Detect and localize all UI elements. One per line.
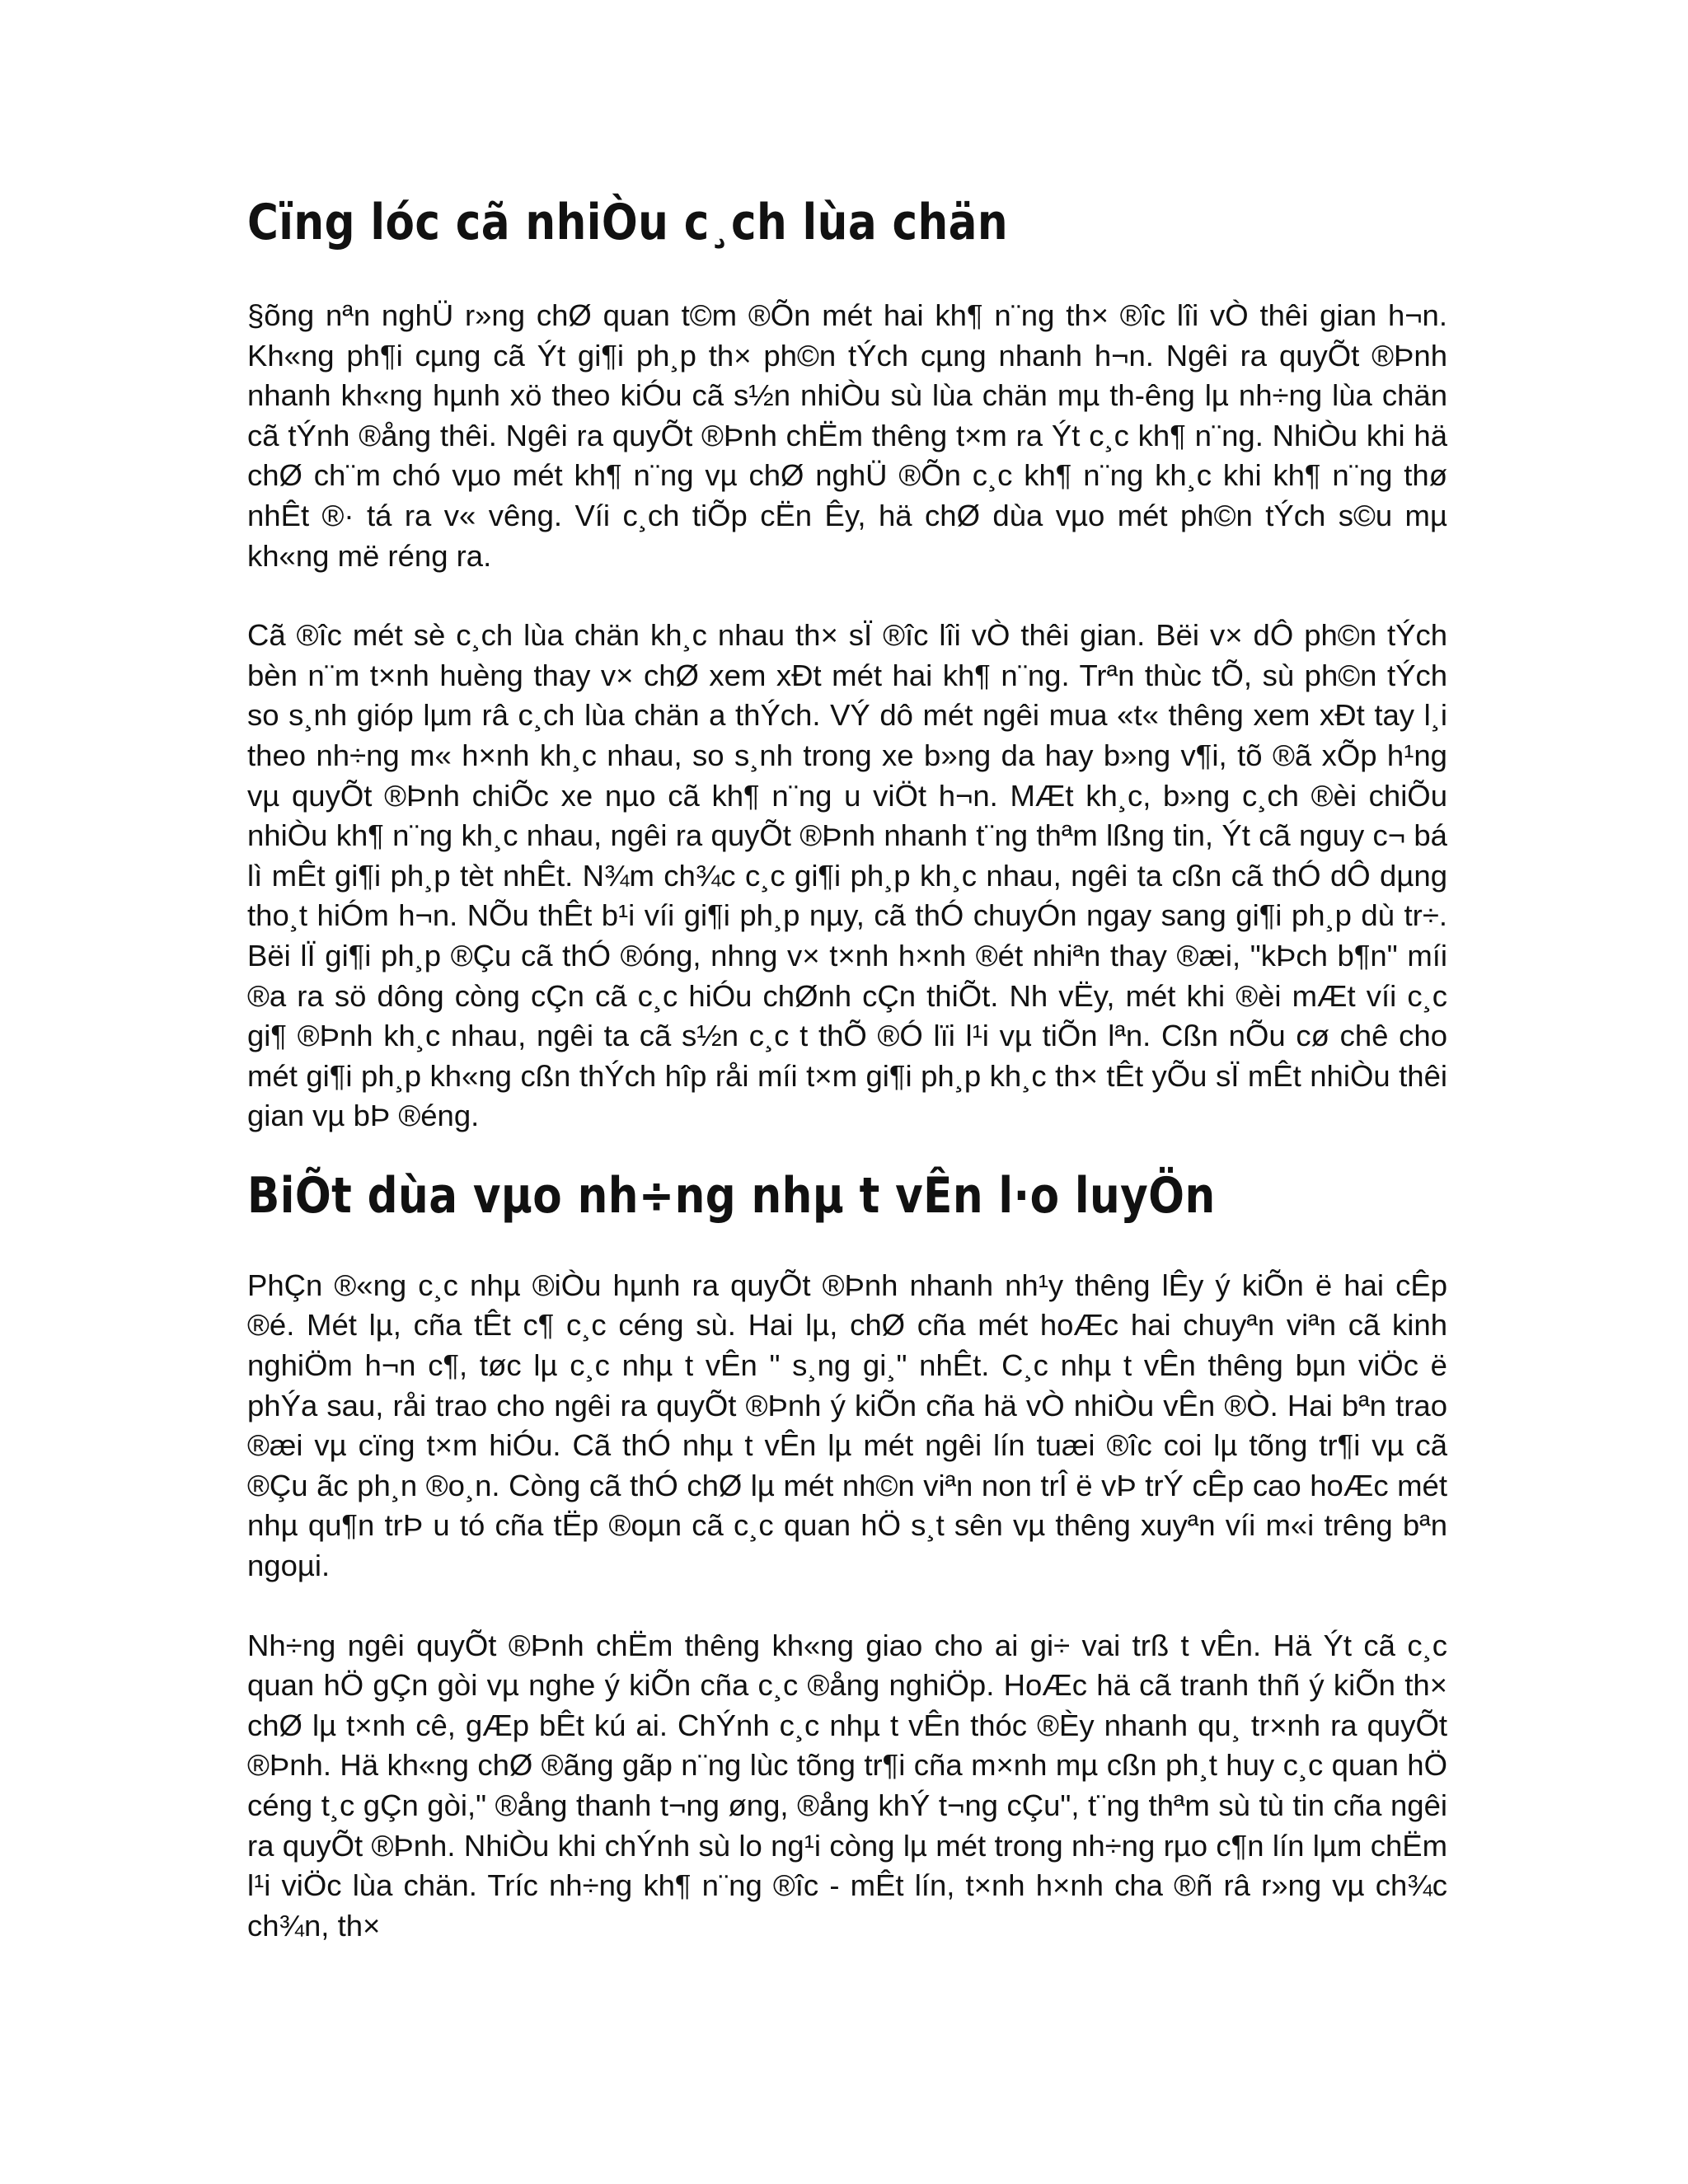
document-page — [247, 194, 1447, 1946]
section-heading-2: BiÕt dùa vµo nh÷ng nhµ t vÊn l·o luyÖn — [247, 1166, 1216, 1225]
paragraph-4: Nh÷ng ngêi quyÕt ®Þnh chËm thêng kh«ng giao cho ai gi÷ vai trß t vÊn. Hä Ýt cã c¸c quan hÖ gÇn gòi vµ nghe ý kiÕn cña c¸c ®ång nghiÖp. HoÆc hä cã tranh thñ ý kiÕn th× chØ lµ t×nh cê, gÆp bÊt kú ai. ChÝnh c¸c nhµ t vÊn thóc ®Èy nhanh qu¸ tr×nh ra quyÕt ®Þnh. Hä kh«ng chØ ®ãng gãp n¨ng lùc tõng tr¶i cña m×nh mµ cßn ph¸t huy c¸c quan hÖ céng t¸c gÇn gòi," ®ång thanh t¬ng øng, ®ång khÝ t¬ng cÇu", t¨ng thªm sù tù tin cña ngêi ra quyÕt ®Þnh. NhiÒu khi chÝnh sù lo ng¹i còng lµ mét trong nh÷ng rµo c¶n lín lµm chËm l¹i viÖc lùa chän. Tríc nh÷ng kh¶ n¨ng ®îc - mÊt lín, t×nh h×nh cha ®ñ râ r»ng vµ ch¾c ch¾n, th× — [247, 1628, 1447, 1943]
section-heading-1: Cïng lóc cã nhiÒu c¸ch lùa chän — [247, 194, 1009, 251]
paragraph-2: Cã ®îc mét sè c¸ch lùa chän kh¸c nhau th× sÏ ®îc lîi vÒ thêi gian. Bëi v× dÔ ph©n tÝch bèn n¨m t×nh huèng thay v× chØ xem xÐt mét hai kh¶ n¨ng. Trªn thùc tÕ, sù ph©n tÝch so s¸nh gióp lµm râ c¸ch lùa chän a thÝch. VÝ dô mét ngêi mua «t« thêng xem xÐt tay l¸i theo nh÷ng m« h×nh kh¸c nhau, so s¸nh trong xe b»ng da hay b»ng v¶i, tõ ®ã xÕp h¹ng vµ quyÕt ®Þnh chiÕc xe nµo cã kh¶ n¨ng u viÖt h¬n. MÆt kh¸c, b»ng c¸ch ®èi chiÕu nhiÒu kh¶ n¨ng kh¸c nhau, ngêi ra quyÕt ®Þnh nhanh t¨ng thªm lßng tin, Ýt cã nguy c¬ bá lì mÊt gi¶i ph¸p tèt nhÊt. N¾m ch¾c c¸c gi¶i ph¸p kh¸c nhau, ngêi ta cßn cã thÓ dÔ dµng tho¸t hiÓm h¬n. NÕu thÊt b¹i víi gi¶i ph¸p nµy, cã thÓ chuyÓn ngay sang gi¶i ph¸p dù tr÷. Bëi lÏ gi¶i ph¸p ®Çu cã thÓ ®óng, nhng v× t×nh h×nh ®ét nhiªn thay ®æi, "kÞch b¶n" míi ®a ra sö dông còng cÇn cã c¸c hiÓu chØnh cÇn thiÕt. Nh vËy, mét khi ®èi mÆt víi c¸c gi¶ ®Þnh kh¸c nhau, ngêi ta cã s½n c¸c t thÕ ®Ó lïi l¹i vµ tiÕn lªn. Cßn nÕu cø chê cho mét gi¶i ph¸p kh«ng cßn thÝch hîp råi míi t×m gi¶i ph¸p kh¸c th× tÊt yÕu sÏ mÊt nhiÒu thêi gian vµ bÞ ®éng. — [247, 618, 1447, 1133]
paragraph-3: PhÇn ®«ng c¸c nhµ ®iÒu hµnh ra quyÕt ®Þnh nhanh nh¹y thêng lÊy ý kiÕn ë hai cÊp ®é. Mét lµ, cña tÊt c¶ c¸c céng sù. Hai lµ, chØ cña mét hoÆc hai chuyªn viªn cã kinh nghiÖm h¬n c¶, tøc lµ c¸c nhµ t vÊn " s¸ng gi¸" nhÊt. C¸c nhµ t vÊn thêng bµn viÖc ë phÝa sau, råi trao cho ngêi ra quyÕt ®Þnh ý kiÕn cña hä vÒ nhiÒu vÊn ®Ò. Hai bªn trao ®æi vµ cïng t×m hiÓu. Cã thÓ nhµ t vÊn lµ mét ngêi lín tuæi ®îc coi lµ tõng tr¶i vµ cã ®Çu ãc ph¸n ®o¸n. Còng cã thÓ chØ lµ mét nh©n viªn non trÎ ë vÞ trÝ cÊp cao hoÆc mét nhµ qu¶n trÞ u tó cña tËp ®oµn cã c¸c quan hÖ s¸t sên vµ thêng xuyªn víi m«i trêng bªn ngoµi. — [247, 1268, 1447, 1583]
paragraph-1: §õng nªn nghÜ r»ng chØ quan t©m ®Õn mét hai kh¶ n¨ng th× ®îc lîi vÒ thêi gian h¬n. Kh«ng ph¶i cµng cã Ýt gi¶i ph¸p th× ph©n tÝch cµng nhanh h¬n. Ngêi ra quyÕt ®Þnh nhanh kh«ng hµnh xö theo kiÓu cã s½n nhiÒu sù lùa chän mµ th-êng lµ nh÷ng lùa chän cã tÝnh ®ång thêi. Ngêi ra quyÕt ®Þnh chËm thêng t×m ra Ýt c¸c kh¶ n¨ng. NhiÒu khi hä chØ ch¨m chó vµo mét kh¶ n¨ng vµ chØ nghÜ ®Õn c¸c kh¶ n¨ng kh¸c khi kh¶ n¨ng thø nhÊt ®· tá ra v« vêng. Víi c¸ch tiÕp cËn Êy, hä chØ dùa vµo mét ph©n tÝch s©u mµ kh«ng më réng ra. — [247, 298, 1447, 573]
